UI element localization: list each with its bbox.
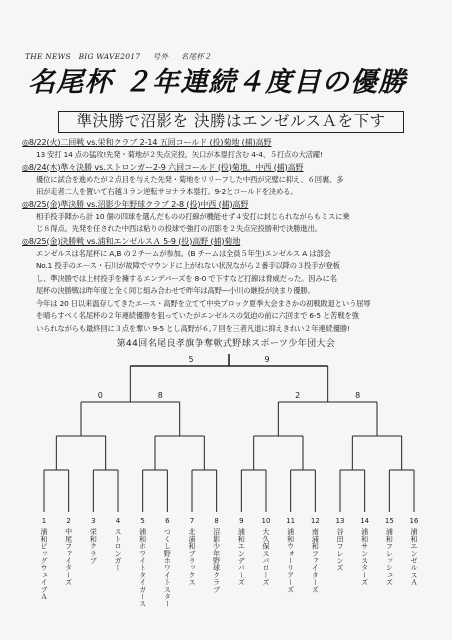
subhead-banner: 準決勝で沼影を 決勝はエンゼルスＡを下す <box>58 111 404 133</box>
semi-score: 8 <box>355 391 361 400</box>
team-name: 大久保スパローズ <box>262 528 270 586</box>
team-seed-number: 3 <box>91 517 96 525</box>
game-summary-line: いられながらも最終回に３点を奪い 9-5 とし高野が６,７回を三者凡退に抑えきれい２年連続優勝! <box>36 323 350 333</box>
team-seed-number: 9 <box>239 517 244 525</box>
tournament-bracket <box>0 350 452 525</box>
team-name: 栄和クラブ <box>89 528 98 564</box>
game-summary-line: 田が走者二人を置いて右越３ラン逆転サヨナラ本塁打。9-2とコールドを決める。 <box>36 187 298 196</box>
game-report <box>22 162 434 199</box>
team-seed-number: 2 <box>66 517 71 525</box>
team-name: 北浦和ブラックス <box>188 528 196 586</box>
game-summary <box>22 211 434 236</box>
game-reports <box>22 137 434 335</box>
game-summary-line: エンゼルスは名尾杯に A,B の２チームが参加。(B チームは全員５年生)エンゼルス A は部会 <box>36 248 331 258</box>
game-summary-line: 尾杯の決勝戦は昨年度と全く同じ組み合わせで昨年は高野―小川の継投が決まり優勝。 <box>36 286 315 295</box>
team-seed-number: 16 <box>409 517 419 525</box>
team-seed-number: 10 <box>261 517 271 525</box>
game-header: ◎8/24(木)準々決勝 vs.ストロンガー2-9 六回コールド (投)菊地、中西 (捕)高野 <box>22 162 304 172</box>
game-summary-line: 今年は 20 日以来温存してきたエース・高野を立てて中央ブロック夏季大会まさかの初戦敗退という屈辱 <box>36 298 371 308</box>
team-seed-number: 15 <box>384 517 394 525</box>
team-seed-number: 6 <box>165 517 170 525</box>
team-seed-number: 12 <box>310 517 320 525</box>
final-score: 9 <box>264 355 270 364</box>
game-summary <box>22 149 434 162</box>
game-header: ◎8/25(金)準決勝 vs.沼影少年野球クラブ 2-8 (投)中西 (捕)高野 <box>22 199 249 209</box>
masthead-issue: 号外 <box>152 52 169 61</box>
team-name: 浦和ホワイトタイガース <box>138 528 147 608</box>
game-summary-line: No.1 投手のエース・石川が故障でマウンドに上がれない状況ながら２番手以降の３投手が登板 <box>36 261 340 270</box>
game-report <box>22 199 434 236</box>
team-name: 南浦和ファイターズ <box>311 528 320 593</box>
team-name: 谷田フレンズ <box>336 528 344 572</box>
masthead-edition: 名尾杯２ <box>180 52 212 61</box>
game-report <box>22 137 434 162</box>
game-summary-line: 13 安打 14 点の猛攻!先発・菊地が２失点完投。矢口が本塁打含む 4-4、５打点の大活躍! <box>36 150 323 159</box>
team-name: ストロンガー <box>114 528 122 572</box>
team-name: つくし野ホワイトスター <box>163 528 172 608</box>
team-seed-number: 4 <box>115 517 121 525</box>
game-summary-line: し、準決勝では上村投手を擁するエンデバーズを 8-0 で下すなど打線は脅威だった。因みに名 <box>36 273 337 283</box>
game-summary-line: を晴らすべく名尾杯の２年連続優勝を狙っていたがエンゼルスの気迫の前に六回まで 6-5 と苦戦を強 <box>36 311 359 320</box>
game-summary-line: 相手投手陣から計 10 個の四球を選んだものの打線が機能せず４安打に封じられながらもミスに乗 <box>36 211 350 221</box>
team-name: 浦和フレッシュズ <box>385 528 394 586</box>
team-name: 沼影少年野球クラブ <box>212 528 221 593</box>
team-seed-number: 14 <box>360 517 370 525</box>
team-seed-number: 8 <box>214 517 219 525</box>
game-summary-line: じ８得点。先発を任された中西は粘りの投球で強打の沼影を２失点完投勝利で決勝進出。 <box>36 224 322 233</box>
semi-score: 8 <box>157 391 163 400</box>
team-name: 中尾ファイターズ <box>64 528 73 586</box>
team-seed-number: 11 <box>286 517 296 525</box>
team-name: 浦和サンスターズ <box>360 528 369 586</box>
headline: 名尾杯 ２年連続４度目の優勝 <box>28 67 407 98</box>
team-name: 浦和エンデバーズ <box>237 528 246 586</box>
tournament-title: 第44回名尾良孝旗争奪軟式野球スポーツ少年団大会 <box>116 339 336 349</box>
team-seed-number: 5 <box>140 517 145 525</box>
final-score: 5 <box>188 355 194 364</box>
team-seed-number: 1 <box>41 517 47 525</box>
team-seed-number: 7 <box>189 517 195 525</box>
masthead-title: THE NEWS BIG WAVE2017 <box>25 52 141 61</box>
team-name: 浦和ウォーリアーズ <box>286 528 295 593</box>
game-header: ◎8/25(金)決勝戦 vs.浦和エンゼルスＡ 5-9 (投)高野 (捕)菊地 <box>22 236 241 246</box>
game-header: ◎8/22(火)二回戦 vs.栄和クラブ 2-14 五回コールド (投)菊地 (捕)高野 <box>22 138 272 147</box>
game-report <box>22 236 434 336</box>
team-seed-number: 13 <box>335 517 345 525</box>
semi-score: 2 <box>295 391 301 400</box>
semi-score: 0 <box>97 391 103 400</box>
team-name: 浦和エンゼルスＡ <box>410 528 418 586</box>
masthead <box>25 51 425 62</box>
game-summary-line: 優位に試合を進めたが２点目を与えた先発・菊地をリリーフした中西が完璧に抑え、６回裏、多 <box>36 174 344 184</box>
game-summary <box>22 174 434 199</box>
team-name: 浦和ビッグウェイブＡ <box>40 528 48 600</box>
game-summary <box>22 248 434 336</box>
